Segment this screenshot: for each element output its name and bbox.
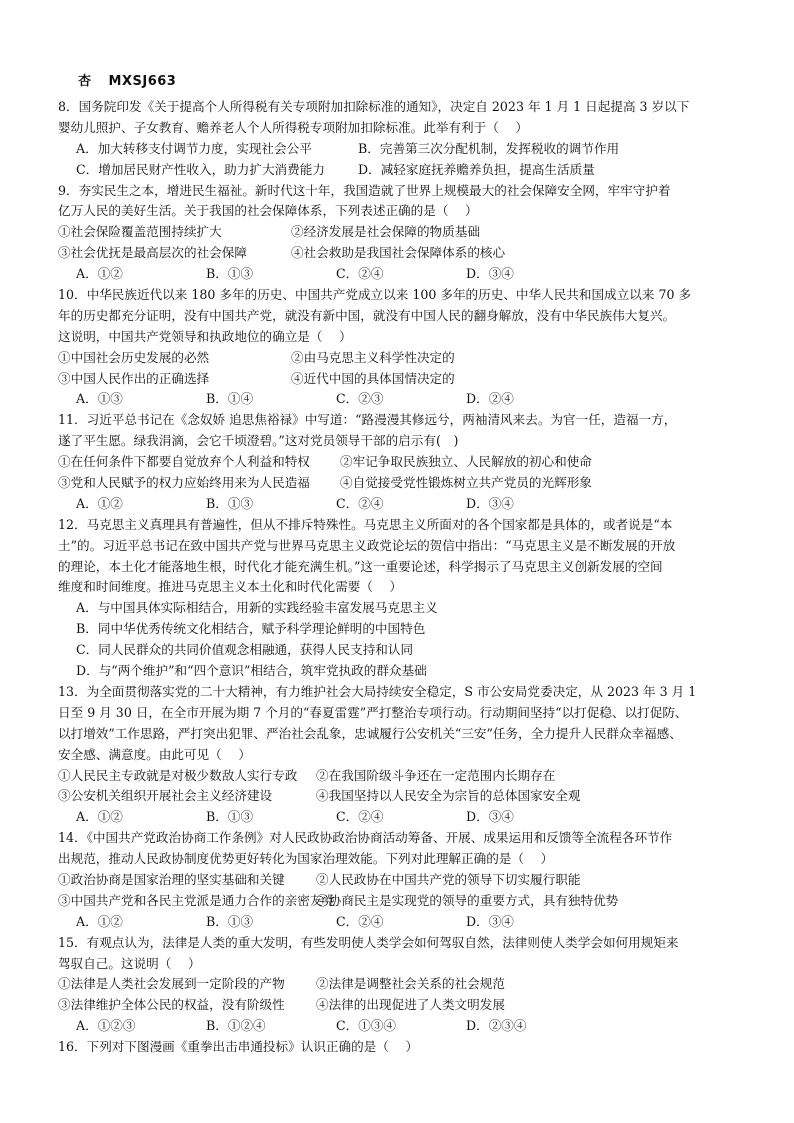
statement-1: ①法律是人类社会发展到一定阶段的产物 [58,976,285,992]
statement-1: ①社会保险覆盖范围持续扩大 [58,224,222,240]
statement-1: ①政治协商是国家治理的坚实基础和关键 [58,871,285,887]
brand-logo: 杏 [78,74,92,89]
option-d: D．与“两个维护”和“四个意识”相结合，筑牢党执政的群众基础 [76,663,427,679]
statement-3: ③公安机关组织开展社会主义经济建设 [58,788,273,804]
question-16 [58,1037,748,1058]
answer-d: D．③④ [466,809,514,825]
question-stem: 12．马克思主义真理具有普遍性，但从不排斥特殊性。马克思主义所面对的各个国家都是具体的，或者说是“本 [58,516,673,532]
statement-4: ④法律的出现促进了人类文明发展 [316,997,505,1013]
answer-a: A．①②③ [76,1018,136,1034]
answer-d: D．③④ [466,495,514,511]
question-stem: 15．有观点认为，法律是人类的重大发明，有些发明使人类学会如何驾驭自然，法律则使人类学会如何用规矩来 [58,934,679,950]
question-stem: 的理论，本土化才能落地生根，时代化才能充满生机。”这一重要论述，科学揭示了马克思主义创新发展的空间 [58,558,663,574]
answer-c: C．①③④ [336,1018,397,1034]
question-stem: 遂了平生愿。绿我涓滴，会它千顷澄碧。”这对党员领导干部的启示有( ) [58,433,459,449]
answer-c: C．②③ [336,391,384,407]
option-b: B．同中华优秀传统文化相结合，赋予科学理论鲜明的中国特色 [76,621,426,637]
answer-b: B．①③ [206,266,254,282]
statement-4: ④我国坚持以人民安全为宗旨的总体国家安全观 [316,788,581,804]
option-d: D．减轻家庭抚养赡养负担，提高生活质量 [358,161,595,177]
questions-area [58,97,748,1058]
option-c: C．增加居民财产性收入，助力扩大消费能力 [76,161,325,177]
answer-b: B．①②④ [206,1018,266,1034]
statement-2: ②人民政协在中国共产党的领导下切实履行职能 [316,871,581,887]
document-code: MXSJ663 [108,74,177,89]
question-stem: 13．为全面贯彻落实党的二十大精神，有力维护社会大局持续安全稳定，S 市公安局党委决定，从 2023 年 3 月 1 [58,683,697,699]
question-stem: 婴幼儿照护、子女教育、赡养老人个人所得税专项附加扣除标准。此举有利于（ ） [58,119,528,135]
answer-a: A．①② [76,495,123,511]
answer-b: B．①③ [206,495,254,511]
question-stem: 16．下列对下图漫画《重拳出击串通投标》认识正确的是（ ） [58,1039,419,1055]
option-a: A．与中国具体实际相结合，用新的实践经验丰富发展马克思主义 [76,600,438,616]
question-stem: 土”的。习近平总书记在致中国共产党与世界马克思主义政党论坛的贺信中指出：“马克思主义是不断发展的开放 [58,537,676,553]
answer-b: B．①③ [206,913,254,929]
question-stem: 年的历史都充分证明，没有中国共产党，就没有新中国，就没有中国人民的翻身解放，没有中华民族伟大复兴。 [58,307,676,323]
answer-b: B．①④ [206,391,254,407]
option-b: B．完善第三次分配机制，发挥税收的调节作用 [358,140,620,156]
answer-d: D．②③④ [466,1018,527,1034]
answer-c: C．②④ [336,913,384,929]
option-c: C．同人民群众的共同价值观念相融通，获得人民支持和认同 [76,642,414,658]
statement-4: ④协商民主是实现党的领导的重要方式，具有独特优势 [316,892,619,908]
answer-a: A．①② [76,266,123,282]
answer-d: D．③④ [466,913,514,929]
answer-c: C．②④ [336,495,384,511]
statement-1: ①中国社会历史发展的必然 [58,349,210,365]
question-8 [58,97,748,181]
statement-2: ②经济发展是社会保障的物质基础 [291,224,480,240]
page-header [78,70,176,89]
answer-d: D．③④ [466,266,514,282]
statement-1: ①人民民主专政就是对极少数敌人实行专政 [58,767,298,783]
question-stem: 这说明，中国共产党领导和执政地位的确立是（ ） [58,328,352,344]
answer-a: A．①② [76,913,123,929]
statement-1: ①在任何条件下都要自觉放弃个人利益和特权 [58,454,310,470]
question-stem: 维度和时间维度。推进马克思主义本土化和时代化需要（ ） [58,579,403,595]
statement-2: ②由马克思主义科学性决定的 [291,349,455,365]
option-a: A．加大转移支付调节力度，实现社会公平 [76,140,312,156]
question-stem: 日至 9 月 30 日，在全市开展为期 7 个月的“春夏雷霆”严打整治专项行动。行动期间坚持“以打促稳、以打促防、 [58,704,688,720]
question-stem: 14．《中国共产党政治协商工作条例》对人民政协政治协商活动筹备、开展、成果运用和反馈等全流程各环节作 [58,830,673,846]
question-stem: 驾驭自己。这说明（ ） [58,955,201,971]
answer-a: A．①② [76,809,123,825]
answer-b: B．①③ [206,809,254,825]
statement-4: ④自觉接受党性锻炼树立共产党员的光辉形象 [340,475,592,491]
question-11 [58,410,748,514]
question-14 [58,828,748,932]
answer-d: D．②④ [466,391,514,407]
question-9 [58,181,748,285]
question-stem: 8．国务院印发《关于提高个人所得税有关专项附加扣除标准的通知》，决定自 2023 年 1 月 1 日起提高 3 岁以下 [58,99,690,114]
question-13 [58,682,748,828]
statement-3: ③法律维护全体公民的权益，没有阶级性 [58,997,285,1013]
answer-a: A．①③ [76,391,123,407]
question-stem: 安全感、满意度。由此可见（ ） [58,746,251,762]
answer-c: C．②④ [336,809,384,825]
statement-2: ②在我国阶级斗争还在一定范围内长期存在 [316,767,556,783]
statement-2: ②牢记争取民族独立、人民解放的初心和使命 [340,454,592,470]
question-stem: 9．夯实民生之本，增进民生福祉。新时代这十年，我国造就了世界上规模最大的社会保障安全网，牢牢守护着 [58,182,671,198]
question-stem: 11．习近平总书记在《念奴娇 追思焦裕禄》中写道：“路漫漫其修远兮，两袖清风来去。为官一任，造福一方， [58,412,677,428]
question-stem: 出规范，推动人民政协制度优势更好转化为国家治理效能。下列对此理解正确的是（ ） [58,851,554,867]
statement-3: ③党和人民赋予的权力应始终用来为人民造福 [58,475,310,491]
question-10 [58,285,748,410]
statement-3: ③社会优抚是最高层次的社会保障 [58,245,247,261]
statement-4: ④近代中国的具体国情决定的 [291,370,455,386]
question-stem: 以打增效”工作思路，严打突出犯罪、严治社会乱象，忠诚履行公安机关“三安”任务，全力提升人民群众幸福感、 [58,725,682,741]
question-stem: 10．中华民族近代以来 180 多年的历史、中国共产党成立以来 100 多年的历史、中华人民共和国成立以来 70 多 [58,287,692,303]
question-12 [58,515,748,682]
statement-2: ②法律是调整社会关系的社会规范 [316,976,505,992]
statement-3: ③中国共产党和各民主党派是通力合作的亲密友党 [58,892,336,908]
statement-3: ③中国人民作出的正确选择 [58,370,210,386]
question-15 [58,933,748,1037]
statement-4: ④社会救助是我国社会保障体系的核心 [291,245,506,261]
question-stem: 亿万人民的美好生活。关于我国的社会保障体系，下列表述正确的是（ ） [58,203,478,219]
answer-c: C．②④ [336,266,384,282]
